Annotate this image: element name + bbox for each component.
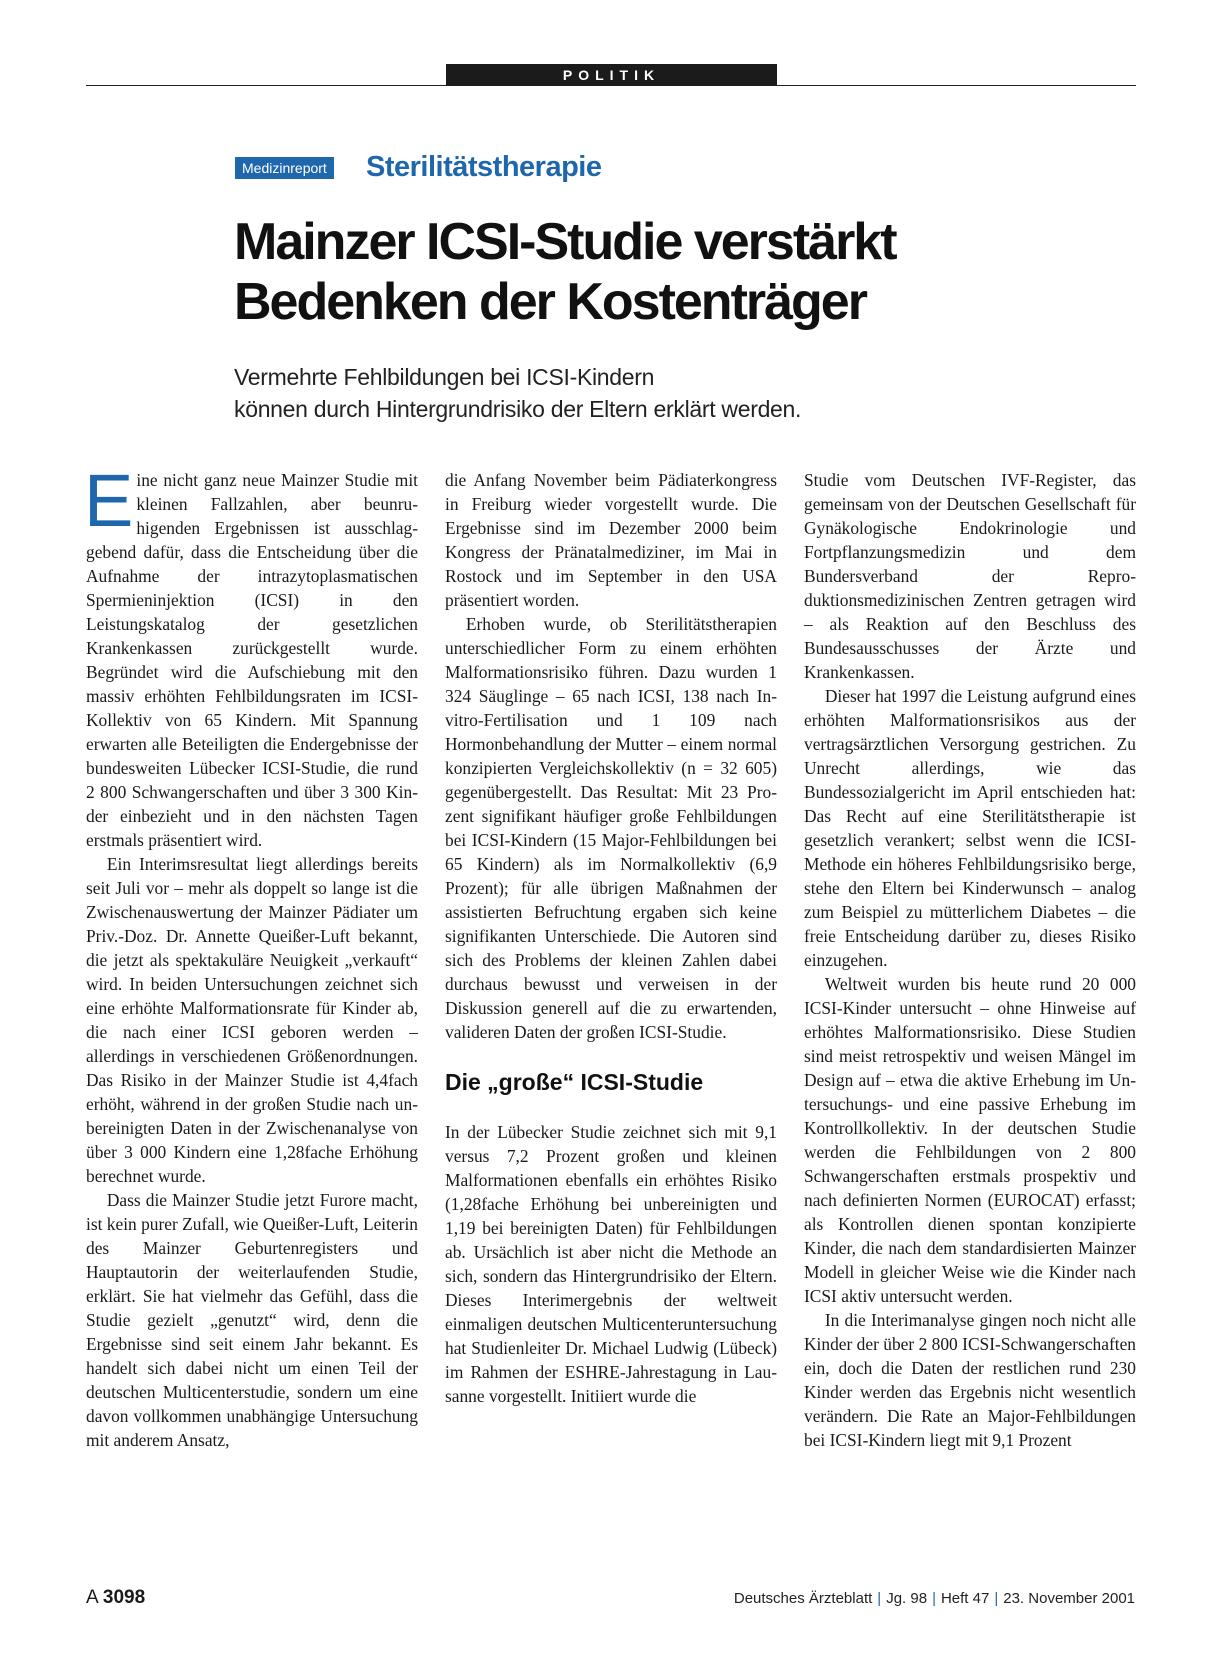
- page-prefix: A: [86, 1587, 98, 1608]
- kicker-topic: Sterilitätstherapie: [366, 151, 602, 183]
- section-heading: Die „große“ ICSI-Studie: [445, 1069, 704, 1095]
- drop-cap: E: [84, 459, 134, 542]
- paragraph: In die Interimanalyse gingen noch nicht alle Kinder der über 2 800 ICSI-Schwangerschaften ein, doch die Daten der restlichen rund 230 Kinder werden das Ergebnis nicht wesentlich verändern. Die Rate an Major-Fehlbildungen bei ICSI-Kindern liegt mit 9,1 Prozent: [804, 1310, 1136, 1450]
- journal-issue: Heft 47: [940, 1590, 990, 1607]
- subheadline: [234, 361, 1134, 425]
- paragraph: Dieser hat 1997 die Leistung aufgrund eines erhöhten Malformationsrisikos aus der vertragsärztlichen Versorgung gestrichen. Zu Unrecht allerdings, wie das Bundessozialgericht im April entschieden hat: Das Recht auf eine Sterilitätstherapie ist gesetzlich verankert; selbst wenn die ICSI-Methode ein höheres Fehlbildungsrisiko berge, stehe den Eltern bei Kinderwunsch – analog zum Beispiel zu mütterlichem Diabetes – die freie Entscheidung darüber zu, dieses Risiko einzugehen.: [804, 686, 1136, 970]
- paragraph: Weltweit wurden bis heute rund 20 000 ICSI-Kinder untersucht – ohne Hinweise auf erhöhtes Malformationsrisiko. Diese Studien sind meist retrospektiv und weisen Mängel im Design auf – etwa die aktive Erhebung im Untersuchungs- und eine passive Erhebung im Kontrollkollektiv. In der deutschen Studie werden die Fehlbildungen von 2 800 Schwangerschaften erstmals prospektiv und nach definierten Normen (EUROCAT) erfasst; als Kontrollen dienen spontan konzipierte Kinder, die nach dem standardisierten Mainzer Modell in gleicher Weise wie die Kinder nach ICSI aktiv untersucht werden.: [804, 974, 1136, 1306]
- headline-line-2: Bedenken der Kostenträger: [234, 273, 866, 331]
- paragraph: die Anfang November beim Pädiaterkongress in Freiburg wieder vorgestellt wurde. Die Ergebnisse sind im Dezember 2000 beim Kongress der Pränatalmediziner, im Mai in Rostock und im September in den USA präsentiert worden.: [445, 470, 777, 610]
- page-number-value: 3098: [102, 1587, 146, 1608]
- headline: [234, 212, 1134, 332]
- headline-line-1: Mainzer ICSI-Studie verstärkt: [234, 213, 896, 271]
- subheadline-line-2: können durch Hintergrundrisiko der Eltern erklärt werden.: [234, 396, 802, 422]
- publication-date: 23. November 2001: [1003, 1590, 1135, 1607]
- paragraph: In der Lübecker Studie zeichnet sich mit 9,1 versus 7,2 Prozent großen und kleinen Malformationen ebenfalls ein erhöhtes Risiko (1,28fache Erhöhung bei unbereinigten und 1,19 bei bereinigten Daten) für Fehlbildungen ab. Ursächlich ist aber nicht die Methode an sich, sondern das Hintergrundrisiko der Eltern. Dieses Interimergebnis der weltweit einmaligen deutschen Multicenteruntersuchung hat Studienleiter Dr. Michael Ludwig (Lübeck) im Rahmen der ESHRE-Jahrestagung in Lausanne vorgestellt. Initiiert wurde die: [445, 1122, 777, 1406]
- paragraph: Dass die Mainzer Studie jetzt Furore macht, ist kein purer Zufall, wie Queißer-Luft, Leiterin des Mainzer Geburtenregisters und Hauptautorin der weiterlaufenden Studie, erklärt. Sie hat vielmehr das Gefühl, dass die Studie gezielt „genutzt“ wird, denn die Ergebnisse sind seit einem Jahr bekannt. Es handelt sich dabei nicht um einen Teil der deutschen Multicenterstudie, sondern um eine davon vollkommen unabhängige Untersuchung mit anderem Ansatz,: [86, 1190, 418, 1450]
- paragraph: [84, 459, 418, 852]
- publication-info: Deutsches Ärzteblatt | Jg. 98 | Heft 47 | 23. November 2001: [733, 1590, 1135, 1607]
- section-label: POLITIK: [446, 64, 777, 86]
- paragraph: Studie vom Deutschen IVF-Register, das gemeinsam von der Deutschen Gesellschaft für Gynäkologische Endokrinologie und Fortpflanzungsmedizin und dem Bundersverband der Reproduktionsmedizinischen Zentren getragen wird – als Reaktion auf den Beschluss des Bundesausschusses der Ärzte und Krankenkassen.: [804, 470, 1136, 682]
- body-column-3: [804, 468, 1136, 1452]
- page-number: [86, 1587, 145, 1609]
- kicker-tag: Medizinreport: [235, 157, 334, 179]
- subheadline-line-1: Vermehrte Fehlbildungen bei ICSI-Kindern: [234, 364, 655, 390]
- paragraph: Erhoben wurde, ob Sterilitätstherapien unterschiedlicher Form zu einem erhöhten Malformationsrisiko führen. Dazu wurden 1 324 Säuglinge – 65 nach ICSI, 138 nach In-vitro-Fertilisation und 1 109 nach Hormonbehandlung der Mutter – einem normal konzipierten Vergleichskollektiv (n = 32 605) gegenübergestellt. Das Resultat: Mit 23 Prozent signifikant häufiger große Fehlbildungen bei ICSI-Kindern (15 Major-Fehlbildungen bei 65 Kindern) als im Normalkollektiv (6,9 Prozent); für alle übrigen Maßnahmen der assistierten Befruchtung ergaben sich keine signifikanten Unterschiede. Die Autoren sind sich des Problems der kleinen Zahlen dabei durchaus bewusst und verweisen in der Diskussion generell auf die zu erwartenden, valideren Daten der großen ICSI-Studie.: [445, 614, 777, 1042]
- body-column-2: [445, 468, 777, 1408]
- body-column-1: [84, 459, 418, 1452]
- journal-volume: Jg. 98: [886, 1590, 928, 1607]
- paragraph-text: ine nicht ganz neue Mainzer Studie mit kleinen Fallzahlen, aber beunruhigenden Ergebnissen ist ausschlaggebend dafür, dass die Entscheidung über die Aufnahme der intrazytoplasmatischen Spermieninjektion (ICSI) in den Leistungskatalog der gesetzlichen Krankenkassen zurückgestellt wurde. Begründet wird die Aufschiebung mit den massiv erhöhten Fehlbildungsraten im ICSI-Kollektiv von 65 Kindern. Mit Spannung erwarten alle Beteiligten die Endergebnisse der bundesweiten Lübecker ICSI-Studie, die rund 2 800 Schwangerschaften und über 3 300 Kinder einbezieht und in den nächsten Tagen erstmals präsentiert wird.: [86, 470, 418, 850]
- journal-name: Deutsches Ärzteblatt: [733, 1590, 873, 1607]
- paragraph: Ein Interimsresultat liegt allerdings bereits seit Juli vor – mehr als doppelt so lange ist die Zwischenauswertung der Mainzer Pädiater um Priv.-Doz. Dr. Annette Queißer-Luft bekannt, die jetzt als spektakuläre Neuigkeit „verkauft“ wird. In beiden Untersuchungen zeichnet sich eine erhöhte Malformationsrate für Kinder ab, die nach einer ICSI geboren werden – allerdings in verschiedenen Größenordnungen. Das Risiko in der Mainzer Studie ist 4,4fach erhöht, während in der großen Studie nach unbereinigten Daten in der Zwischenanalyse von über 3 000 Kindern eine 1,28fache Erhöhung berechnet wurde.: [86, 854, 418, 1186]
